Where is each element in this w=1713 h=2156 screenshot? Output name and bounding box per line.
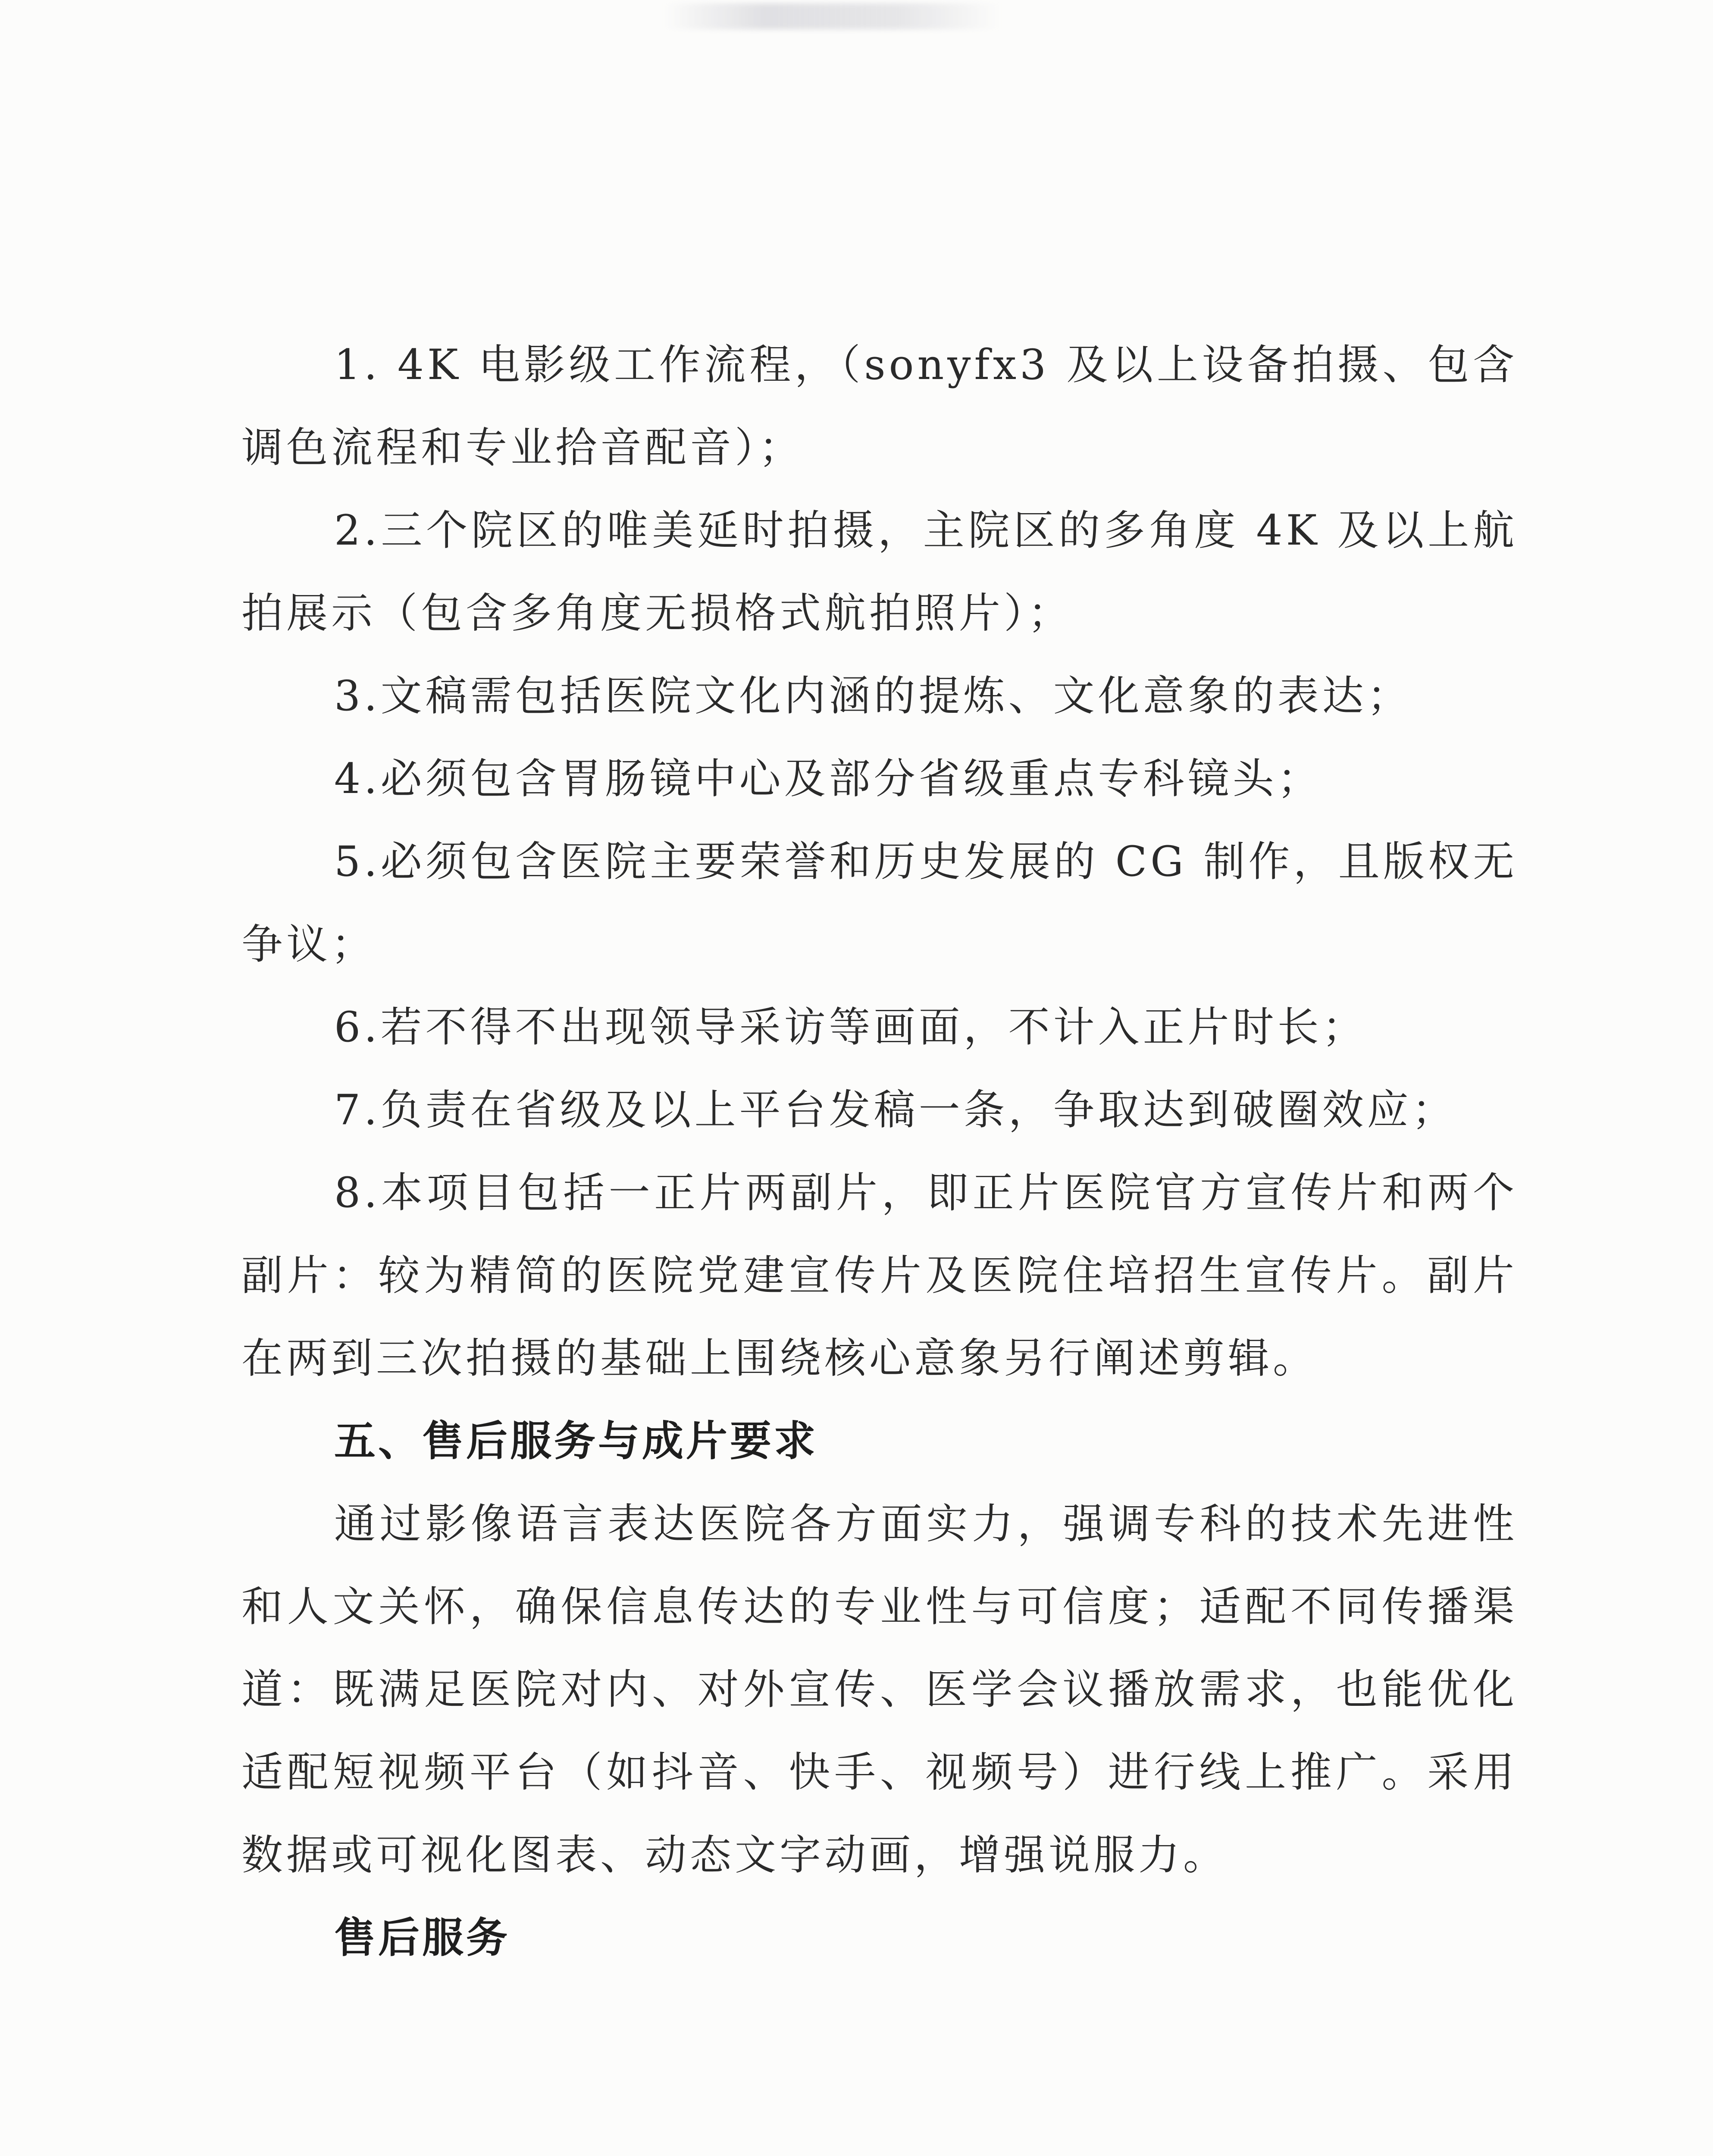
requirement-item-5: 5.必须包含医院主要荣誉和历史发展的 CG 制作，且版权无争议； <box>241 837 1518 968</box>
subsection-heading: 售后服务 <box>334 1914 510 1962</box>
section-body: 通过影像语言表达医院各方面实力，强调专科的技术先进性和人文关怀，确保信息传达的专业性与可信度；适配不同传播渠道：既满足医院对内、对外宣传、医学会议播放需求，也能优化适配短视频平台（如抖音、快手、视频号）进行线上推广。采用数据或可视化图表、动态文字动画，增强说服力。 <box>241 1500 1518 1879</box>
document-body <box>241 323 1518 1979</box>
requirement-item-4: 4.必须包含胃肠镜中心及部分省级重点专科镜头； <box>334 755 1322 803</box>
requirement-item-7: 7.负责在省级及以上平台发稿一条，争取达到破圈效应； <box>334 1086 1457 1134</box>
requirement-item-1: 1. 4K 电影级工作流程，（sonyfx3 及以上设备拍摄、包含调色流程和专业拾音配音）； <box>241 341 1518 472</box>
requirement-item-3: 3.文稿需包括医院文化内涵的提炼、文化意象的表达； <box>334 672 1412 720</box>
requirement-item-2: 2.三个院区的唯美延时拍摄，主院区的多角度 4K 及以上航拍展示（包含多角度无损格式航拍照片）； <box>241 506 1518 637</box>
requirement-item-6: 6.若不得不出现领导采访等画面，不计入正片时长； <box>334 1003 1367 1051</box>
section-heading: 五、售后服务与成片要求 <box>334 1417 818 1465</box>
requirement-item-8: 8.本项目包括一正片两副片，即正片医院官方宣传片和两个副片：较为精简的医院党建宣传片及医院住培招生宣传片。副片在两到三次拍摄的基础上围绕核心意象另行阐述剪辑。 <box>241 1169 1518 1382</box>
scan-artifact <box>664 3 1000 29</box>
